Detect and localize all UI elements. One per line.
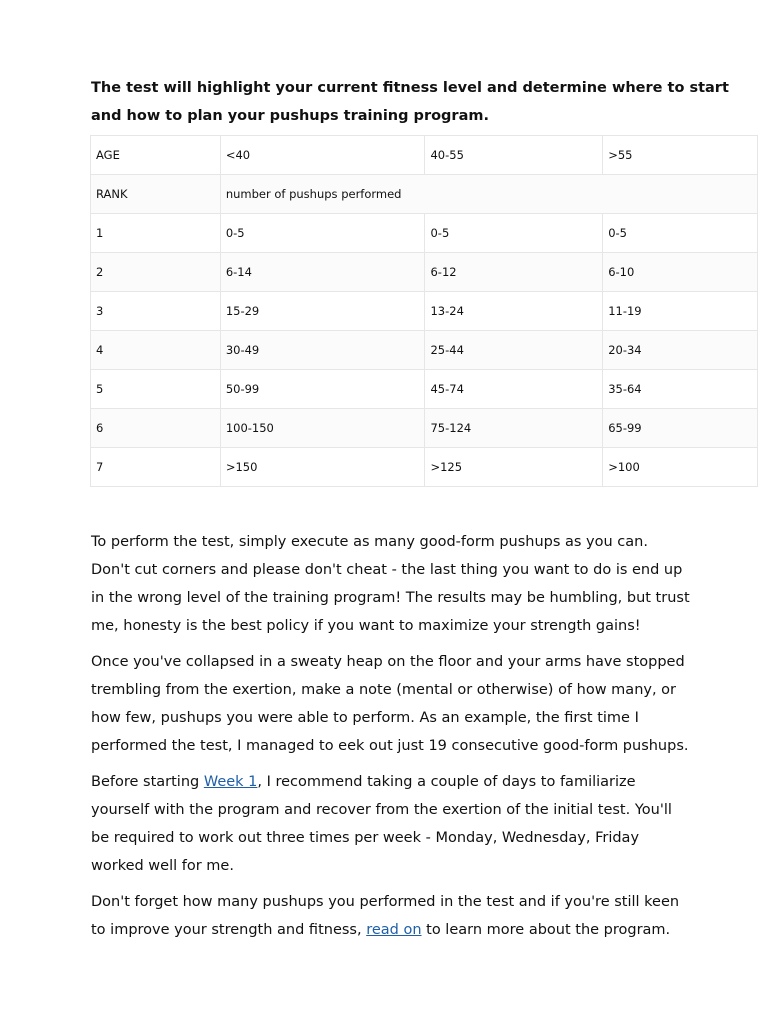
paragraph-line [91, 916, 751, 944]
table-cell: 30-49 [220, 331, 425, 370]
paragraph-line: me, honesty is the best policy if you want to maximize your strength gains! [91, 618, 641, 634]
paragraph-line [91, 768, 751, 796]
table-cell: 25-44 [425, 331, 603, 370]
text-segment: to improve your strength and fitness, [91, 922, 367, 938]
table-cell: 6-14 [220, 253, 425, 292]
read-on-link[interactable]: read on [366, 922, 422, 938]
table-cell: 6-10 [603, 253, 758, 292]
table-cell: 65-99 [603, 409, 758, 448]
table-row [91, 370, 758, 409]
table-cell: 11-19 [603, 292, 758, 331]
table-cell: 0-5 [220, 214, 425, 253]
header-cell-under-40: <40 [220, 136, 425, 175]
table-row [91, 409, 758, 448]
subheader-cell-rank: RANK [91, 175, 221, 214]
header-cell-over-55: >55 [603, 136, 758, 175]
table-cell: 4 [91, 331, 221, 370]
paragraph-line: be required to work out three times per week - Monday, Wednesday, Friday [91, 830, 640, 846]
table-cell: 35-64 [603, 370, 758, 409]
paragraph-line: worked well for me. [91, 858, 234, 874]
table-cell: 15-29 [220, 292, 425, 331]
paragraph-line: Don't forget how many pushups you performed in the test and if you're still keen [91, 894, 680, 910]
table-cell: >150 [220, 448, 425, 487]
paragraph-line: Don't cut corners and please don't cheat - the last thing you want to do is end up [91, 562, 683, 578]
text-segment: Before starting [91, 774, 204, 790]
header-cell-40-55: 40-55 [425, 136, 603, 175]
table-row [91, 448, 758, 487]
intro-line-1: The test will highlight your current fitness level and determine where to start [91, 80, 729, 96]
table-cell: 6-12 [425, 253, 603, 292]
table-cell: >100 [603, 448, 758, 487]
table-cell: 2 [91, 253, 221, 292]
body-text [91, 528, 751, 952]
paragraph-after-test [91, 648, 751, 760]
table-cell: 5 [91, 370, 221, 409]
table-cell: 100-150 [220, 409, 425, 448]
table-cell: 0-5 [603, 214, 758, 253]
paragraph-line: To perform the test, simply execute as many good-form pushups as you can. [91, 534, 648, 550]
intro-heading [91, 74, 731, 130]
table-cell: 6 [91, 409, 221, 448]
table-cell: 45-74 [425, 370, 603, 409]
paragraph-line: in the wrong level of the training program! The results may be humbling, but trust [91, 590, 690, 606]
intro-line-2: and how to plan your pushups training program. [91, 108, 489, 124]
pushup-rank-table [90, 135, 758, 487]
table-row [91, 292, 758, 331]
paragraph-line: how few, pushups you were able to perform. As an example, the first time I [91, 710, 639, 726]
table-cell: 0-5 [425, 214, 603, 253]
text-segment: to learn more about the program. [421, 922, 671, 938]
header-cell-age: AGE [91, 136, 221, 175]
paragraph-line: performed the test, I managed to eek out just 19 consecutive good-form pushups. [91, 738, 689, 754]
table-cell: 1 [91, 214, 221, 253]
text-segment: , I recommend taking a couple of days to familiarize [257, 774, 636, 790]
paragraph-perform-test [91, 528, 751, 640]
table-cell: 50-99 [220, 370, 425, 409]
table-subheader-row [91, 175, 758, 214]
table-cell: >125 [425, 448, 603, 487]
paragraph-line: Once you've collapsed in a sweaty heap on the floor and your arms have stopped [91, 654, 685, 670]
table-cell: 75-124 [425, 409, 603, 448]
paragraph-before-starting [91, 768, 751, 880]
paragraph-line: trembling from the exertion, make a note (mental or otherwise) of how many, or [91, 682, 677, 698]
table-cell: 3 [91, 292, 221, 331]
table-row [91, 253, 758, 292]
subheader-cell-note: number of pushups performed [220, 175, 757, 214]
table-header-row [91, 136, 758, 175]
table-row [91, 331, 758, 370]
table-cell: 20-34 [603, 331, 758, 370]
week-1-link[interactable]: Week 1 [203, 774, 258, 790]
table-cell: 13-24 [425, 292, 603, 331]
table-row [91, 214, 758, 253]
paragraph-dont-forget [91, 888, 751, 944]
table-cell: 7 [91, 448, 221, 487]
paragraph-line: yourself with the program and recover from the exertion of the initial test. You'll [91, 802, 672, 818]
